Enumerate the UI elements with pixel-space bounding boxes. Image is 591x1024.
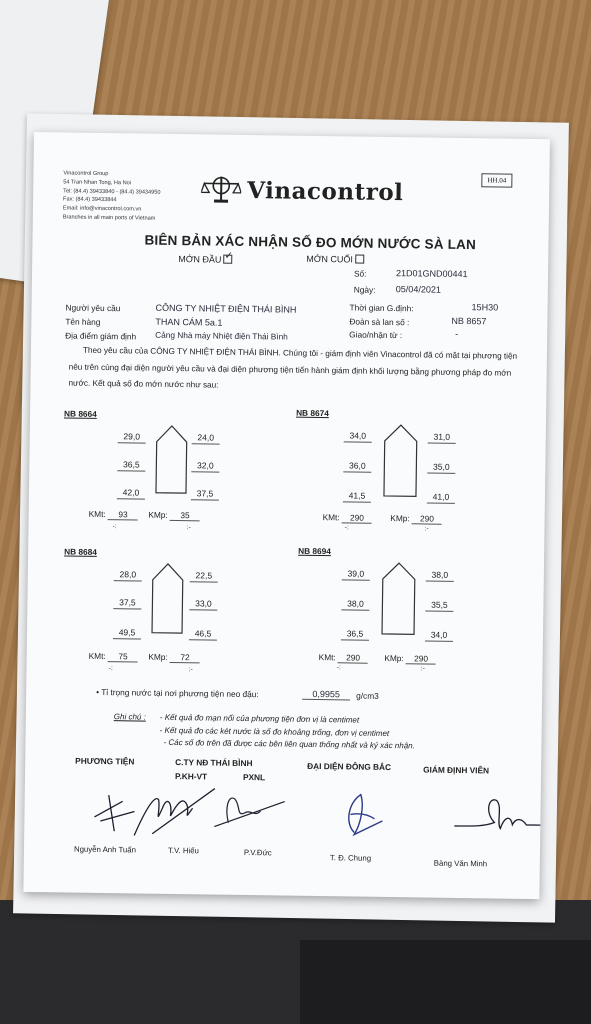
delivery-label: Giao/nhận từ : — [349, 329, 403, 341]
goods-label: Tên hàng — [65, 316, 101, 327]
signer-name: T. Đ. Chung — [329, 853, 372, 863]
signatory-power-company: C.TY NĐ THÁI BÌNH — [175, 757, 253, 769]
form-code-box: HH.04 — [481, 173, 512, 187]
water-density-unit: g/cm3 — [356, 690, 379, 701]
document-page — [23, 132, 550, 899]
barge-block — [297, 546, 519, 673]
doc-number-label: Số: — [353, 268, 367, 279]
draft-value: 34,0 — [344, 430, 372, 442]
dash-mark: -: — [112, 523, 117, 531]
location-value: Cảng Nhà máy Nhiệt điện Thái Bình — [155, 329, 288, 342]
barge-block — [62, 408, 264, 531]
barge-group-label: Đoàn sà lan số : — [349, 316, 410, 328]
draft-value: 39,0 — [342, 568, 370, 580]
initial-draft-checkbox — [223, 255, 232, 264]
kmp-value: 290 — [412, 513, 442, 524]
kmt-value: 75 — [108, 651, 138, 662]
dash-mark: -: — [108, 665, 113, 673]
barge-group-value: NB 8657 — [451, 315, 487, 327]
kmt-value: 290 — [342, 512, 372, 523]
survey-time-value: 15H30 — [471, 302, 499, 313]
barge-diagram-icon — [155, 424, 188, 494]
dash-mark: :- — [188, 666, 193, 674]
note-item: - Kết quả đo các két nước là số đo khoảng trống, đơn vị centimet — [159, 725, 390, 738]
signatory-surveyor: GIÁM ĐỊNH VIÊN — [423, 764, 490, 776]
kmp-value: 35 — [170, 510, 200, 521]
location-label: Địa điểm giám định — [65, 330, 137, 342]
delivery-value: - — [455, 328, 459, 339]
signer-name: P.V.Đức — [243, 848, 272, 858]
dash-mark: :- — [424, 525, 429, 533]
draft-value: 35,5 — [425, 600, 453, 612]
scales-icon — [201, 174, 241, 205]
barge-diagram-icon — [151, 562, 184, 634]
draft-value: 37,5 — [191, 488, 219, 500]
draft-value: 46,5 — [189, 628, 217, 640]
draft-value: 32,0 — [191, 460, 219, 472]
km-readings: KMt: 75 KMp: 72 — [89, 651, 201, 664]
company-address-block: Vinacontrol Group 54 Tran Nhan Tong, Ha Noi Tel: (84.4) 39433840 - (84.4) 39434950 Fax: (84.4) 39433844 Email: info@vinacontrol.com.vn Branches in all main ports of Vietnam — [62, 170, 161, 222]
kmp-value: 72 — [170, 652, 200, 663]
final-draft-checkbox — [355, 254, 364, 263]
dash-mark: :- — [186, 524, 191, 532]
dash-mark: -: — [336, 664, 341, 672]
draft-value: 36,0 — [343, 460, 371, 472]
water-density-value: 0,9955 — [302, 689, 350, 701]
signatory-dept-1: P.KH-VT — [174, 771, 208, 782]
doc-date: 05/04/2021 — [395, 284, 441, 295]
barge-name: NB 8674 — [296, 407, 329, 419]
kmt-value: 93 — [108, 509, 138, 520]
survey-time-label: Thời gian G.định: — [349, 302, 414, 314]
signatory-dong-bac: ĐẠI DIỆN ĐÔNG BẮC — [307, 760, 392, 773]
doc-number: 21D01GND00441 — [395, 268, 468, 280]
kmt-value: 290 — [338, 652, 368, 663]
kmp-value: 290 — [406, 653, 436, 664]
handwritten-signatures — [64, 780, 545, 851]
final-draft-option: MỚN CUỐI — [306, 254, 364, 265]
note-item: - Các số đo trên đã được các bên liên quan thống nhất và ký xác nhận. — [163, 737, 415, 751]
requester-label: Người yêu cầu — [65, 302, 121, 314]
water-density-label: • Tỉ trọng nước tại nơi phương tiện neo đậu: — [96, 686, 259, 700]
dash-mark: :- — [420, 665, 425, 673]
barge-diagram-icon — [381, 561, 416, 635]
km-readings: KMt: 93 KMp: 35 — [89, 509, 201, 522]
goods-value: THAN CÁM 5a.1 — [155, 316, 223, 328]
draft-value: 22,5 — [190, 570, 218, 582]
km-readings: KMt: 290 KMp: 290 — [323, 512, 443, 525]
draft-value: 33,0 — [189, 598, 217, 610]
draft-value: 49,5 — [113, 627, 141, 639]
km-readings: KMt: 290 KMp: 290 — [319, 652, 437, 665]
vinacontrol-logo — [201, 174, 404, 207]
logo-text: Vinacontrol — [247, 176, 404, 206]
draft-value: 29,0 — [118, 431, 146, 443]
note-item: - Kết quả đo mạn nổi của phương tiện đơn vị là centimet — [159, 712, 360, 725]
doc-date-label: Ngày: — [353, 284, 376, 295]
dark-object — [300, 940, 591, 1024]
barge-block — [62, 546, 264, 673]
barge-name: NB 8694 — [298, 545, 331, 557]
draft-value: 31,0 — [428, 432, 456, 444]
draft-value: 35,0 — [427, 462, 455, 474]
draft-value: 41,0 — [427, 492, 455, 504]
dash-mark: -: — [344, 524, 349, 532]
signatory-dept-2: PXNL — [242, 771, 266, 783]
requester-value: CÔNG TY NHIỆT ĐIỆN THÁI BÌNH — [155, 302, 297, 315]
signer-name: Bàng Văn Minh — [433, 858, 488, 869]
barge-name: NB 8684 — [64, 546, 97, 557]
barge-diagram-icon — [383, 423, 418, 497]
notes-block — [115, 711, 415, 753]
draft-value: 42,0 — [117, 487, 145, 499]
document-title: BIÊN BẢN XÁC NHẬN SỐ ĐO MỚN NƯỚC SÀ LAN — [144, 232, 477, 253]
signer-name: T.V. Hiếu — [167, 845, 199, 856]
draft-value: 38,0 — [426, 570, 454, 582]
draft-value: 37,5 — [113, 597, 141, 609]
initial-draft-option: MỚN ĐẦU✓ — [178, 254, 232, 265]
signatory-vessel: PHƯƠNG TIỆN — [75, 755, 135, 767]
draft-value: 24,0 — [192, 432, 220, 444]
draft-value: 36,5 — [341, 628, 369, 640]
draft-value: 34,0 — [425, 630, 453, 642]
barge-block — [295, 408, 517, 531]
draft-value: 41,5 — [343, 490, 371, 502]
barge-name: NB 8664 — [64, 408, 97, 419]
signer-name: Nguyễn Anh Tuấn — [73, 844, 137, 855]
draft-value: 28,0 — [114, 569, 142, 581]
draft-value: 38,0 — [341, 598, 369, 610]
notes-label: Ghi chú : — [113, 712, 146, 722]
intro-paragraph: Theo yêu cầu của CÔNG TY NHIỆT ĐIỆN THÁI BÌNH. Chúng tôi - giám định viên Vinacontrol đã có mặt tại phương tiện nêu trên cùng đại diện người yêu cầu và đại diện phương tiện tiến hành giám định khối lượng bằng phương pháp đo mớn nước. Kết quả số đo mớn nước như sau: — [68, 345, 518, 390]
draft-value: 36,5 — [117, 459, 145, 471]
